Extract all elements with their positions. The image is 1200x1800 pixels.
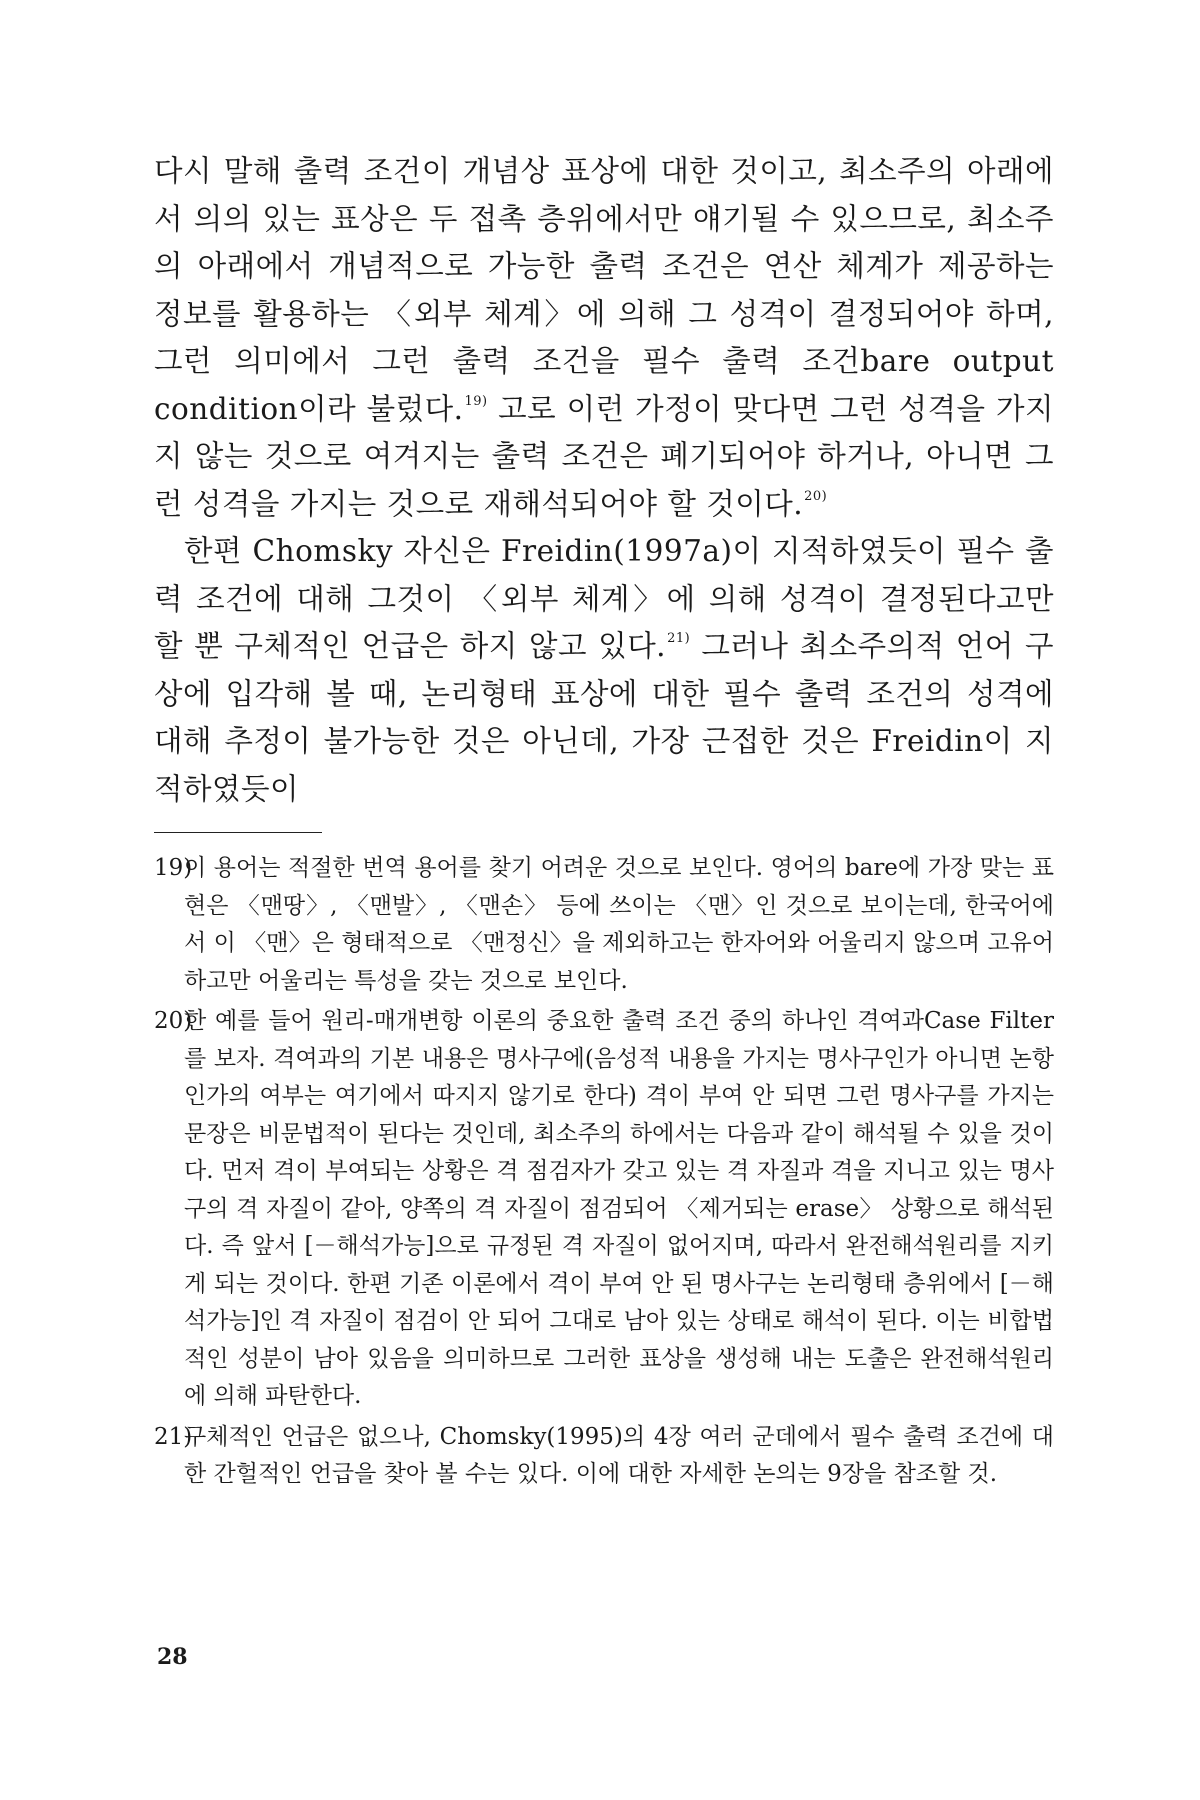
main-text [154, 148, 1054, 813]
paragraph-2-text-a: 한편 Chomsky 자신은 Freidin(1997a)이 지적하였듯이 필수 출력 조건에 대해 그것이 〈외부 체계〉에 의해 성격이 결정된다고만 할 뿐 구체적인 언급은 하지 않고 있다. [154, 534, 1054, 663]
footnote-21 [154, 1419, 1054, 1494]
footnote-19 [154, 850, 1054, 1000]
paragraph-2 [154, 528, 1054, 813]
footnote-text: 이 용어는 적절한 번역 용어를 찾기 어려운 것으로 보인다. 영어의 bare에 가장 맞는 표현은 〈맨땅〉, 〈맨발〉, 〈맨손〉 등에 쓰이는 〈맨〉인 것으로 보이는데, 한국어에서 이 〈맨〉은 형태적으로 〈맨정신〉을 제외하고는 한자어와 어울리지 않으며 고유어하고만 어울리는 특성을 갖는 것으로 보인다. [184, 855, 1054, 994]
footnote-text: 구체적인 언급은 없으나, Chomsky(1995)의 4장 여러 군데에서 필수 출력 조건에 대한 간헐적인 언급을 찾아 볼 수는 있다. 이에 대한 자세한 논의는 9장을 참조할 것. [184, 1423, 1054, 1487]
footnote-number: 19) [154, 855, 193, 881]
footnote-ref-20[interactable]: 20) [804, 488, 828, 504]
paragraph-2-text-b: 그러나 최소주의적 언어 구상에 입각해 볼 때, 논리형태 표상에 대한 필수 출력 조건의 성격에 대해 추정이 불가능한 것은 아닌데, 가장 근접한 것은 Freidin이 지적하였듯이 [154, 629, 1054, 806]
footnote-text: 한 예를 들어 원리-매개변항 이론의 중요한 출력 조건 중의 하나인 격여과Case Filter를 보자. 격여과의 기본 내용은 명사구에(음성적 내용을 가지는 명사구인가 아니면 논항인가의 여부는 여기에서 따지지 않기로 한다) 격이 부여 안 되면 그런 명사구를 가지는 문장은 비문법적이 된다는 것인데, 최소주의 하에서는 다음과 같이 해석될 수 있을 것이다. 먼저 격이 부여되는 상황은 격 점검자가 갖고 있는 격 자질과 격을 지니고 있는 명사구의 격 자질이 같아, 양쪽의 격 자질이 점검되어 〈제거되는 erase〉 상황으로 해석된다. 즉 앞서 [－해석가능]으로 규정된 격 자질이 없어지며, 따라서 완전해석원리를 지키게 되는 것이다. 한편 기존 이론에서 격이 부여 안 된 명사구는 논리형태 층위에서 [－해석가능]인 격 자질이 점검이 안 되어 그대로 남아 있는 상태로 해석이 된다. 이는 비합법적인 성분이 남아 있음을 의미하므로 그러한 표상을 생성해 내는 도출은 완전해석원리에 의해 파탄한다. [184, 1008, 1054, 1409]
footnote-number: 21) [154, 1423, 193, 1450]
footnote-number: 20) [154, 1008, 193, 1034]
paragraph-1 [154, 148, 1054, 528]
footnote-ref-21[interactable]: 21) [667, 631, 691, 646]
footnotes [154, 850, 1054, 1497]
footnote-20 [154, 1003, 1054, 1416]
footnote-separator [154, 832, 322, 833]
page-number: 28 [157, 1644, 188, 1670]
paragraph-1-text-a: 다시 말해 출력 조건이 개념상 표상에 대한 것이고, 최소주의 아래에서 의의 있는 표상은 두 접촉 층위에서만 얘기될 수 있으므로, 최소주의 아래에서 개념적으로 가능한 출력 조건은 연산 체계가 제공하는 정보를 활용하는 〈외부 체계〉에 의해 그 성격이 결정되어야 하며, 그런 의미에서 그런 출력 조건을 필수 출력 조건bare output condition이라 불렀다. [154, 154, 1054, 426]
footnote-ref-19[interactable]: 19) [464, 393, 488, 409]
paragraph-1-text-b: 고로 이런 가정이 맞다면 그런 성격을 가지지 않는 것으로 여겨지는 출력 조건은 폐기되어야 하거나, 아니면 그런 성격을 가지는 것으로 재해석되어야 할 것이다. [154, 391, 1055, 521]
